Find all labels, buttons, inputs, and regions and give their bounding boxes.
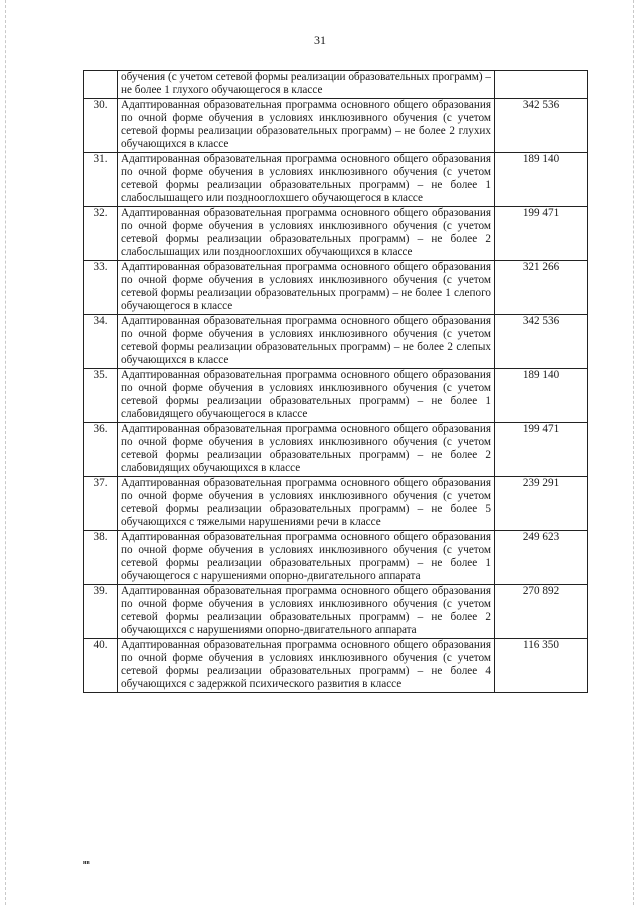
table-row bbox=[84, 423, 588, 477]
row-number: 33. bbox=[84, 261, 118, 315]
table-row bbox=[84, 261, 588, 315]
table-row bbox=[84, 153, 588, 207]
table-row bbox=[84, 315, 588, 369]
table-row bbox=[84, 99, 588, 153]
program-description: Адаптированная образовательная программа основного общего образования по очной форме обучения в условиях инклюзивного обучения (с учетом сетевой формы реализации образовательных программ) – не более 2 слабовидящих обучающихся в классе bbox=[118, 423, 495, 477]
program-description: Адаптированная образовательная программа основного общего образования по очной форме обучения в условиях инклюзивного обучения (с учетом сетевой формы реализации образовательных программ) – не более 1 слепого обучающегося в классе bbox=[118, 261, 495, 315]
cost-amount: 189 140 bbox=[495, 369, 588, 423]
table-row bbox=[84, 71, 588, 99]
program-description: Адаптированная образовательная программа основного общего образования по очной форме обучения в условиях инклюзивного обучения (с учетом сетевой формы реализации образовательных программ) – не более 2 слепых обучающихся в классе bbox=[118, 315, 495, 369]
cost-amount: 270 892 bbox=[495, 585, 588, 639]
row-number: 30. bbox=[84, 99, 118, 153]
page-number: 31 bbox=[314, 33, 326, 47]
table-row bbox=[84, 207, 588, 261]
normatives-table bbox=[83, 70, 588, 693]
row-number: 38. bbox=[84, 531, 118, 585]
table-row bbox=[84, 639, 588, 693]
program-description: Адаптированная образовательная программа основного общего образования по очной форме обучения в условиях инклюзивного обучения (с учетом сетевой формы реализации образовательных программ) – не более 2 слабослышащих или позднооглохших обучающихся в классе bbox=[118, 207, 495, 261]
row-number: 39. bbox=[84, 585, 118, 639]
row-number: 32. bbox=[84, 207, 118, 261]
program-description: Адаптированная образовательная программа основного общего образования по очной форме обучения в условиях инклюзивного обучения (с учетом сетевой формы реализации образовательных программ) – не более 1 обучающегося с нарушениями опорно-двигательного аппарата bbox=[118, 531, 495, 585]
row-number: 37. bbox=[84, 477, 118, 531]
cost-amount: 199 471 bbox=[495, 207, 588, 261]
cost-amount: 342 536 bbox=[495, 99, 588, 153]
program-description: Адаптированная образовательная программа основного общего образования по очной форме обучения в условиях инклюзивного обучения (с учетом сетевой формы реализации образовательных программ) – не более 4 обучающихся с задержкой психического развития в классе bbox=[118, 639, 495, 693]
table-body bbox=[84, 71, 588, 693]
scan-edge-left bbox=[5, 0, 6, 905]
program-description: Адаптированная образовательная программа основного общего образования по очной форме обучения в условиях инклюзивного обучения (с учетом сетевой формы реализации образовательных программ) – не более 2 обучающихся с нарушениями опорно-двигательного аппарата bbox=[118, 585, 495, 639]
table-row bbox=[84, 369, 588, 423]
row-number bbox=[84, 71, 118, 99]
table-row bbox=[84, 531, 588, 585]
program-description: Адаптированная образовательная программа основного общего образования по очной форме обучения в условиях инклюзивного обучения (с учетом сетевой формы реализации образовательных программ) – не более 2 глухих обучающихся в классе bbox=[118, 99, 495, 153]
table-row bbox=[84, 477, 588, 531]
cost-amount: 239 291 bbox=[495, 477, 588, 531]
footer-mark: нв bbox=[83, 860, 90, 866]
program-description: Адаптированная образовательная программа основного общего образования по очной форме обучения в условиях инклюзивного обучения (с учетом сетевой формы реализации образовательных программ) – не более 1 слабовидящего обучающегося в классе bbox=[118, 369, 495, 423]
cost-amount: 342 536 bbox=[495, 315, 588, 369]
program-description: Адаптированная образовательная программа основного общего образования по очной форме обучения в условиях инклюзивного обучения (с учетом сетевой формы реализации образовательных программ) – не более 1 слабослышащего или позднооглохшего обучающегося в классе bbox=[118, 153, 495, 207]
row-number: 34. bbox=[84, 315, 118, 369]
row-number: 36. bbox=[84, 423, 118, 477]
program-description: обучения (с учетом сетевой формы реализации образовательных программ) – не более 1 глухого обучающегося в классе bbox=[118, 71, 495, 99]
table-row bbox=[84, 585, 588, 639]
row-number: 40. bbox=[84, 639, 118, 693]
cost-amount: 116 350 bbox=[495, 639, 588, 693]
scan-edge-right bbox=[633, 0, 634, 905]
cost-amount: 189 140 bbox=[495, 153, 588, 207]
cost-amount: 199 471 bbox=[495, 423, 588, 477]
cost-amount: 321 266 bbox=[495, 261, 588, 315]
cost-amount: 249 623 bbox=[495, 531, 588, 585]
row-number: 35. bbox=[84, 369, 118, 423]
program-description: Адаптированная образовательная программа основного общего образования по очной форме обучения в условиях инклюзивного обучения (с учетом сетевой формы реализации образовательных программ) – не более 5 обучающихся с тяжелыми нарушениями речи в классе bbox=[118, 477, 495, 531]
row-number: 31. bbox=[84, 153, 118, 207]
cost-amount bbox=[495, 71, 588, 99]
